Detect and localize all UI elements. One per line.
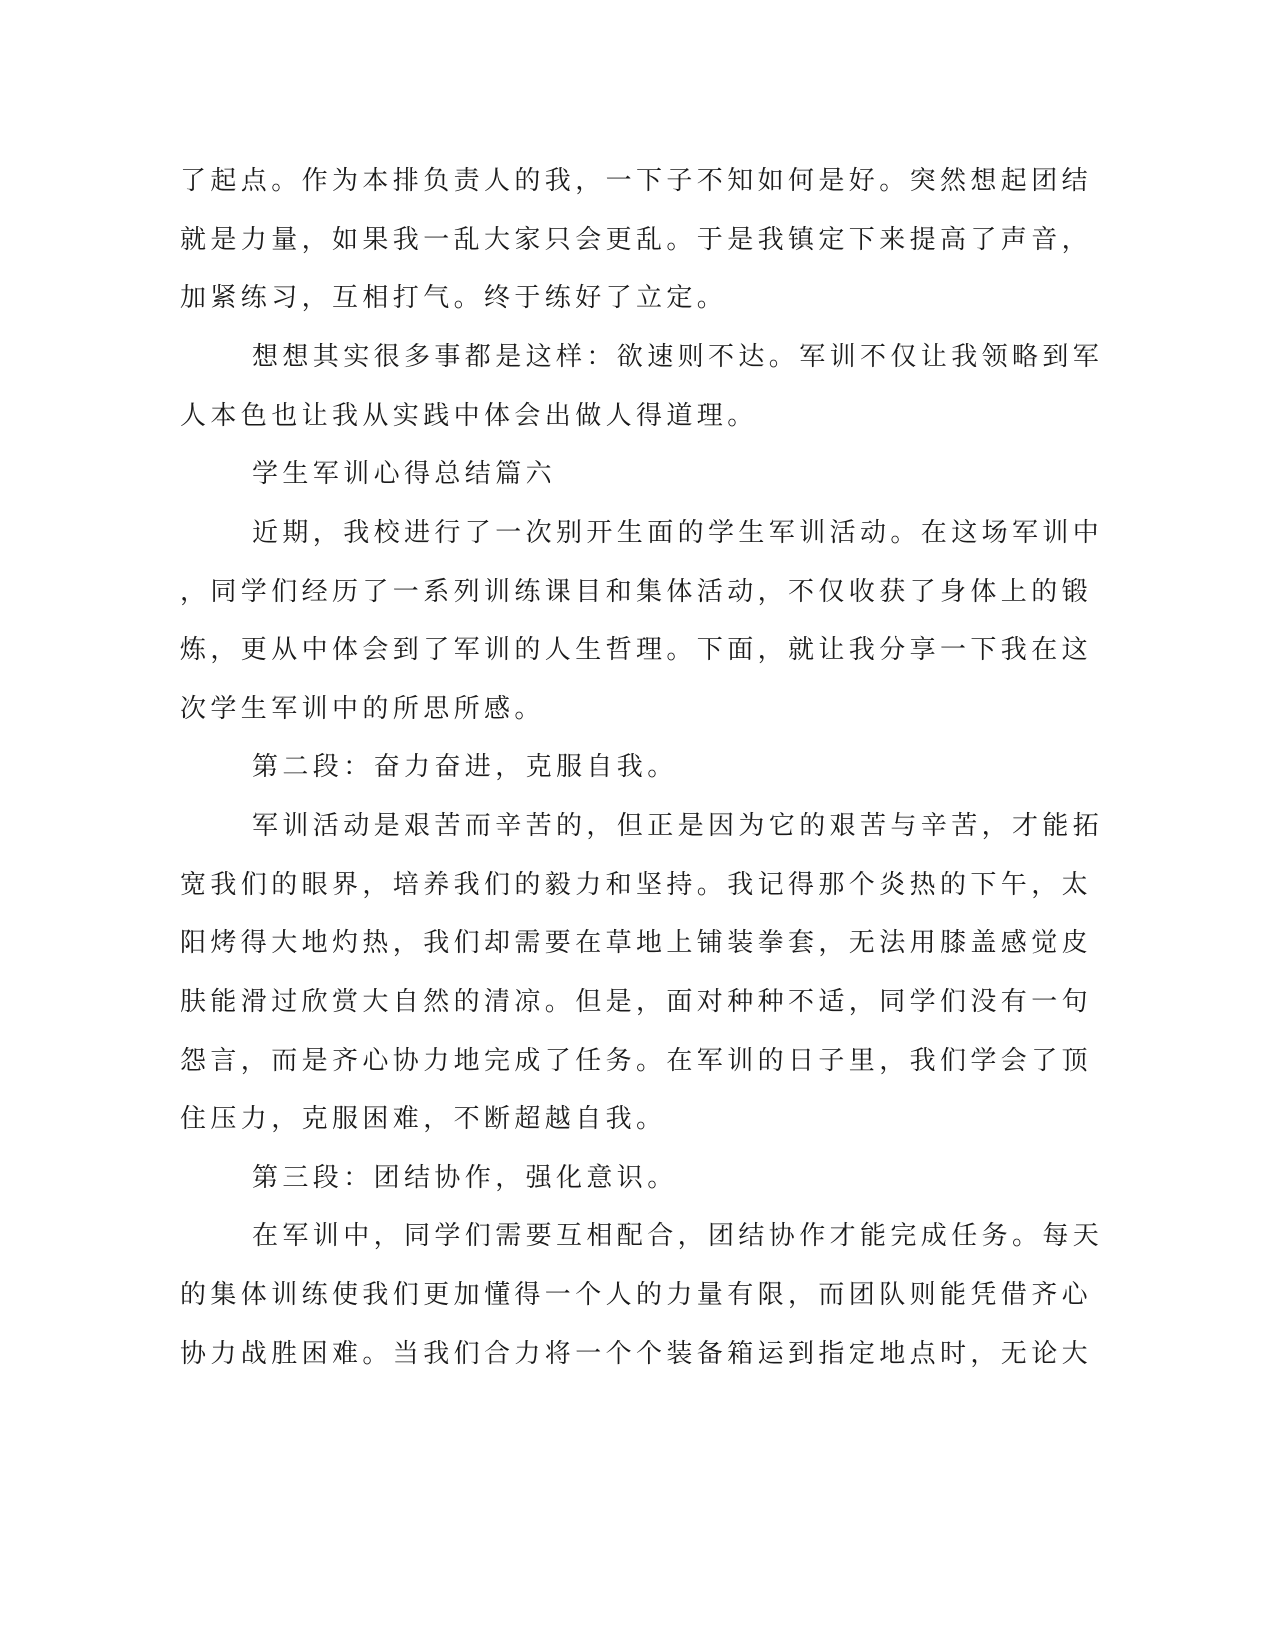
- paragraph-first-line: 想想其实很多事都是这样：欲速则不达。军训不仅让我领略到军: [252, 342, 1104, 372]
- text-line: 次学生军训中的所思所感。: [180, 694, 545, 724]
- text-line: 了起点。作为本排负责人的我，一下子不知如何是好。突然想起团结: [180, 166, 1093, 196]
- text-line: 就是力量，如果我一乱大家只会更乱。于是我镇定下来提高了声音，: [180, 225, 1093, 255]
- text-line: 炼，更从中体会到了军训的人生哲理。下面，就让我分享一下我在这: [180, 635, 1093, 665]
- text-line: 宽我们的眼界，培养我们的毅力和坚持。我记得那个炎热的下午，太: [180, 870, 1093, 900]
- text-line: ，同学们经历了一系列训练课目和集体活动，不仅收获了身体上的锻: [180, 577, 1093, 607]
- text-line: 住压力，克服困难，不断超越自我。: [180, 1104, 667, 1134]
- text-line: 肤能滑过欣赏大自然的清凉。但是，面对种种不适，同学们没有一句: [180, 987, 1093, 1017]
- text-line: 阳烤得大地灼热，我们却需要在草地上铺装拳套，无法用膝盖感觉皮: [180, 928, 1093, 958]
- section-heading: 学生军训心得总结篇六: [252, 459, 557, 489]
- text-line: 协力战胜困难。当我们合力将一个个装备箱运到指定地点时，无论大: [180, 1339, 1093, 1369]
- paragraph-first-line: 近期，我校进行了一次别开生面的学生军训活动。在这场军训中: [252, 518, 1104, 548]
- text-line: 加紧练习，互相打气。终于练好了立定。: [180, 283, 728, 313]
- text-line: 人本色也让我从实践中体会出做人得道理。: [180, 401, 758, 431]
- section-heading: 第二段：奋力奋进，克服自我。: [252, 752, 678, 782]
- paragraph-first-line: 在军训中，同学们需要互相配合，团结协作才能完成任务。每天: [252, 1221, 1104, 1251]
- paragraph-first-line: 军训活动是艰苦而辛苦的，但正是因为它的艰苦与辛苦，才能拓: [252, 811, 1104, 841]
- section-heading: 第三段：团结协作，强化意识。: [252, 1163, 678, 1193]
- text-line: 的集体训练使我们更加懂得一个人的力量有限，而团队则能凭借齐心: [180, 1280, 1093, 1310]
- text-line: 怨言，而是齐心协力地完成了任务。在军训的日子里，我们学会了顶: [180, 1046, 1093, 1076]
